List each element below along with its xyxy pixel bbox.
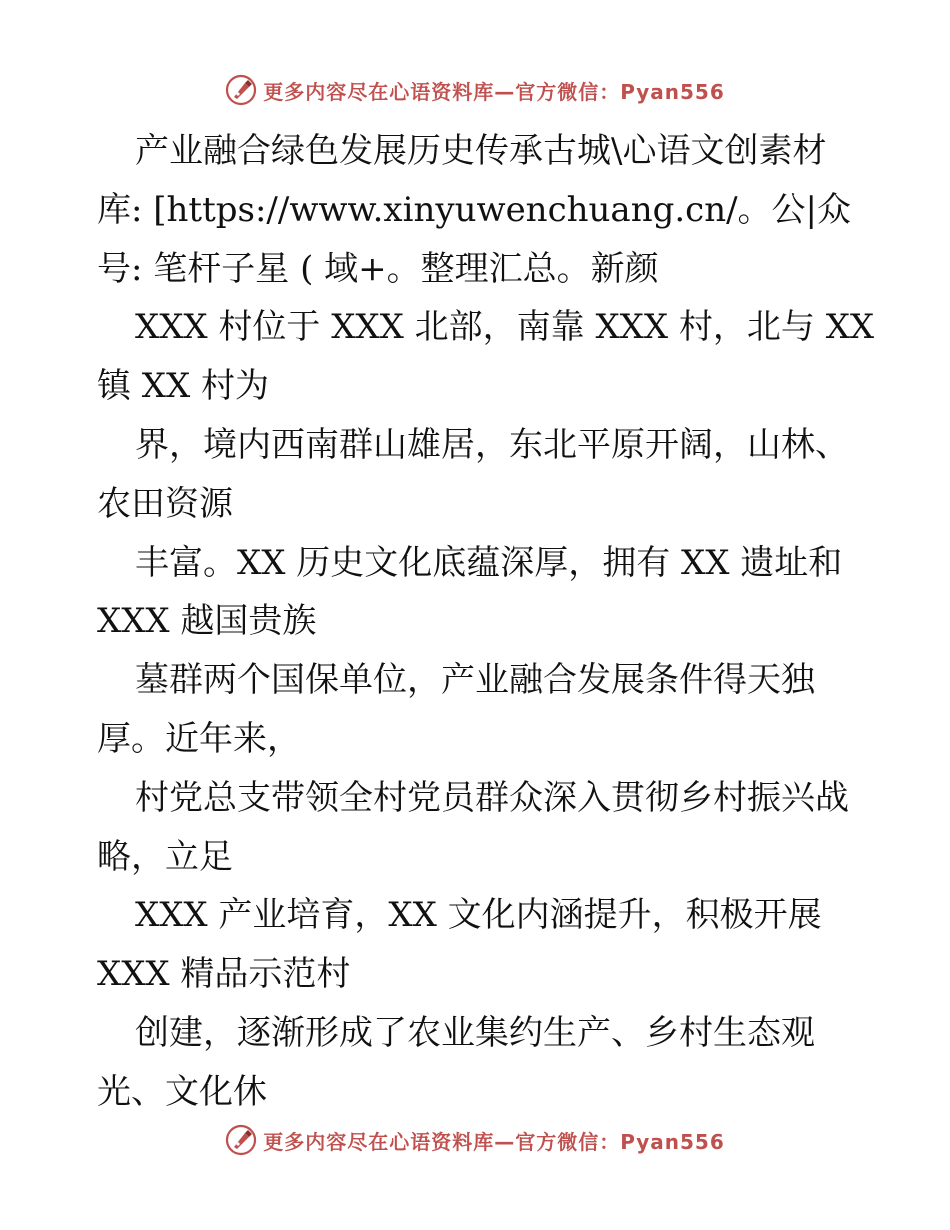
text-line: 丰富。XX 历史文化底蕴深厚，拥有 XX 遗址和 [135, 542, 843, 583]
header-banner [0, 70, 950, 110]
footer-banner [0, 1120, 950, 1160]
text-line: 略，立足 [97, 836, 233, 877]
pen-nib-logo-icon [225, 74, 257, 106]
text-line: XXX 精品示范村 [97, 954, 351, 995]
text-line: 创建，逐渐形成了农业集约生产、乡村生态观 [135, 1012, 815, 1053]
text-line: 产业融合绿色发展历史传承古城\心语文创素材 [135, 131, 827, 171]
document-body [97, 122, 875, 1122]
text-line: 光、文化休 [97, 1071, 267, 1112]
footer-banner-text: 更多内容尽在心语资料库—官方微信：Pyan556 [263, 1129, 725, 1154]
text-line: 农田资源 [97, 483, 233, 524]
pen-nib-logo-icon [225, 1124, 257, 1156]
text-line: 镇 XX 村为 [97, 366, 270, 407]
text-line: 墓群两个国保单位，产业融合发展条件得天独 [135, 660, 815, 701]
text-line: 界，境内西南群山雄居，东北平原开阔，山林、 [135, 424, 849, 465]
text-line: 号: 笔杆子星 ( 域+。整理汇总。新颜 [97, 248, 659, 289]
text-line: 村党总支带领全村党员群众深入贯彻乡村振兴战 [135, 777, 849, 818]
text-line: 库: [https://www.xinyuwenchuang.cn/。公|众 [97, 189, 852, 230]
text-line: XXX 越国贵族 [97, 601, 317, 642]
text-line: 厚。近年来， [97, 718, 301, 759]
text-line: XXX 产业培育，XX 文化内涵提升，积极开展 [135, 895, 822, 936]
header-banner-text: 更多内容尽在心语资料库—官方微信：Pyan556 [263, 79, 725, 104]
text-line: XXX 村位于 XXX 北部，南靠 XXX 村，北与 XX [135, 307, 875, 348]
